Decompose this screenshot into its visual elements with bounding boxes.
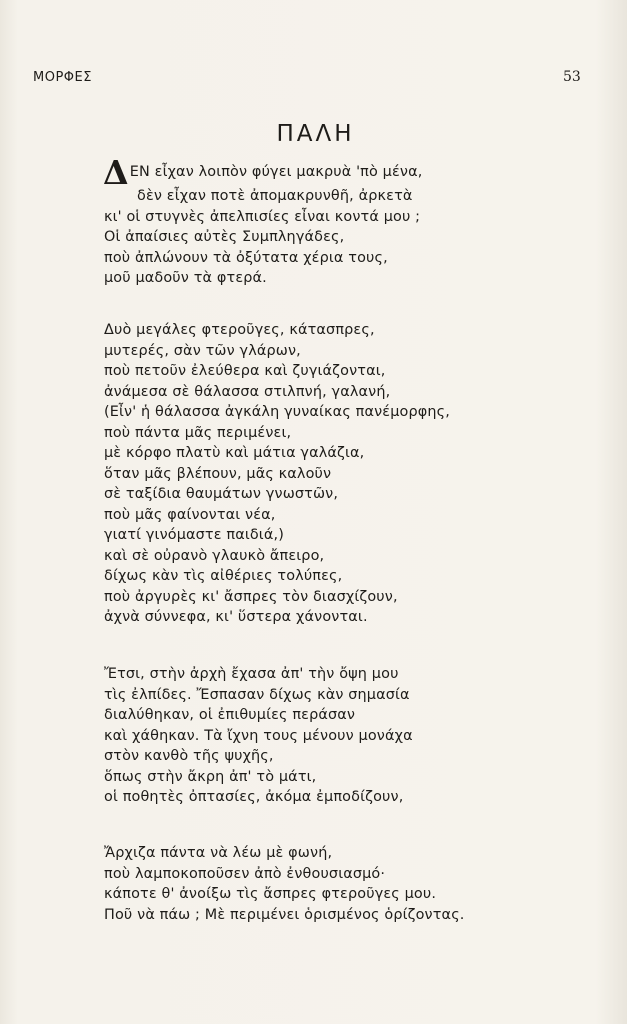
poem-line: καὶ χάθηκαν. Τὰ ἴχνη τους μένουν μονάχα xyxy=(104,727,413,744)
stanza-3 xyxy=(104,664,413,808)
poem-line xyxy=(103,153,423,192)
poem-line: ὅπως στὴν ἄκρη ἀπ' τὸ μάτι, xyxy=(104,768,317,785)
poem-line: καὶ σὲ οὐρανὸ γλαυκὸ ἄπειρο, xyxy=(104,547,325,564)
poem-line: μυτερές, σὰν τῶν γλάρων, xyxy=(104,342,301,359)
poem-line: ποὺ ἀπλώνουν τὰ ὀξύτατα χέρια τους, xyxy=(104,249,388,266)
poem-line: δίχως κὰν τὶς αἰθέριες τολύπες, xyxy=(104,568,343,584)
poem-line: ποὺ μᾶς φαίνονται νέα, xyxy=(104,506,276,523)
stanza-1 xyxy=(103,153,423,289)
poem-line: Ἔτσι, στὴν ἀρχὴ ἔχασα ἀπ' τὴν ὄψη μου xyxy=(104,666,399,682)
poem-line: στὸν κανθὸ τῆς ψυχῆς, xyxy=(104,748,274,764)
poem-line: ἀχνὰ σύννεφα, κι' ὕστερα χάνονται. xyxy=(104,609,368,625)
stanza-4 xyxy=(104,843,465,925)
poem-line: μοῦ μαδοῦν τὰ φτερά. xyxy=(104,270,267,286)
poem-line: σὲ ταξίδια θαυμάτων γνωστῶν, xyxy=(104,486,339,502)
stanza-2 xyxy=(104,320,450,628)
drop-cap: Δ xyxy=(103,153,129,192)
poem-title: ΠΑΛΗ xyxy=(276,121,355,147)
poem-line: ποὺ πετοῦν ἐλεύθερα καὶ ζυγιάζονται, xyxy=(104,363,386,379)
poem-line: οἱ ποθητὲς ὀπτασίες, ἀκόμα ἐμποδίζουν, xyxy=(104,789,404,805)
poem-line: κάποτε θ' ἀνοίξω τὶς ἄσπρες φτεροῦγες μου. xyxy=(104,886,437,902)
page-number: 53 xyxy=(563,69,581,85)
poem-line: Ἄρχιζα πάντα νὰ λέω μὲ φωνή, xyxy=(104,845,333,861)
poem-line: ποὺ ἀργυρὲς κι' ἄσπρες τὸν διασχίζουν, xyxy=(104,588,398,605)
poem-line: ποὺ λαμποκοποῦσεν ἀπὸ ἐνθουσιασμό· xyxy=(104,865,386,882)
poem-line-text: ΕΝ εἶχαν λοιπὸν φύγει μακρυὰ 'πὸ μένα, xyxy=(129,164,423,180)
poem-line: διαλύθηκαν, οἱ ἐπιθυμίες περάσαν xyxy=(104,707,356,723)
poem-line: γιατί γινόμαστε παιδιά,) xyxy=(104,527,284,543)
poem-line: (Εἶν' ἡ θάλασσα ἀγκάλη γυναίκας πανέμορφης, xyxy=(104,404,450,420)
poem-line: δὲν εἶχαν ποτὲ ἀπομακρυνθῆ, ἀρκετὰ xyxy=(137,188,413,204)
poem-line: Ποῦ νὰ πάω ; Μὲ περιμένει ὁρισμένος ὁρίζοντας. xyxy=(104,906,465,923)
poem-line: Δυὸ μεγάλες φτεροῦγες, κάτασπρες, xyxy=(104,322,375,338)
poem-line: κι' οἱ στυγνὲς ἀπελπισίες εἶναι κοντά μου ; xyxy=(104,208,421,225)
poem-line: ἀνάμεσα σὲ θάλασσα στιλπνή, γαλανή, xyxy=(104,383,391,400)
poem-line: ποὺ πάντα μᾶς περιμένει, xyxy=(104,424,292,441)
poem-line: τὶς ἐλπίδες. Ἔσπασαν δίχως κὰν σημασία xyxy=(104,686,410,703)
running-title: ΜΟΡΦΕΣ xyxy=(33,70,92,85)
poem-line: μὲ κόρφο πλατὺ καὶ μάτια γαλάζια, xyxy=(104,445,365,461)
poem-line: ὅταν μᾶς βλέπουν, μᾶς καλοῦν xyxy=(104,465,332,482)
poem-line: Οἱ ἀπαίσιες αὐτὲς Συμπληγάδες, xyxy=(104,229,345,245)
